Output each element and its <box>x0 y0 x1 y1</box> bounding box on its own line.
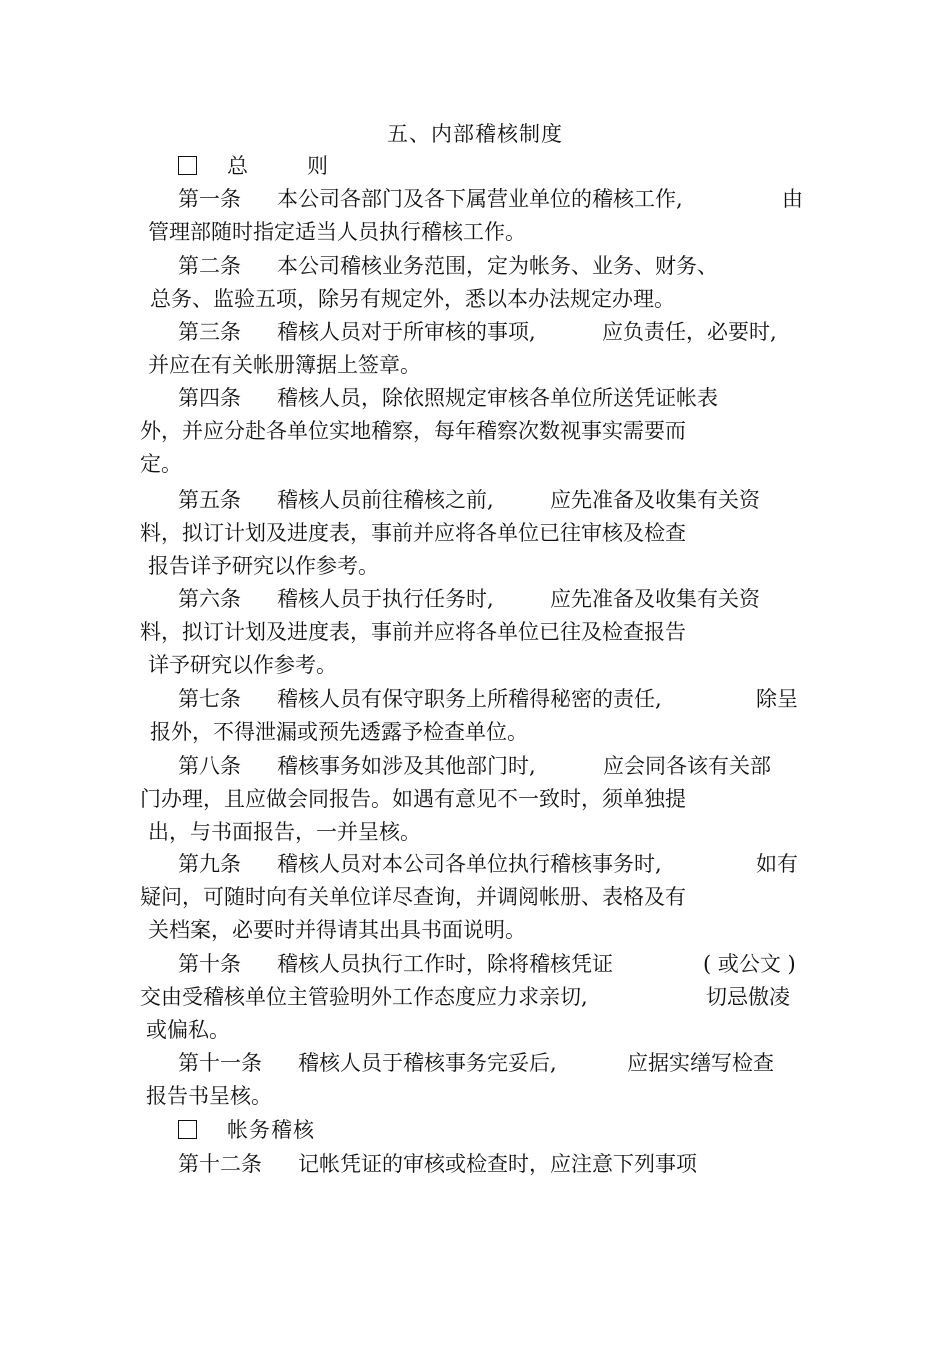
article-11-line-1: 第十一条 稽核人员于稽核事务完妥后, <box>178 1051 557 1075</box>
article-12-line-1: 第十二条 记帐凭证的审核或检查时，应注意下列事项 <box>178 1152 697 1176</box>
article-7-line-1: 第七条 稽核人员有保守职务上所稽得秘密的责任, <box>178 687 662 711</box>
article-9-line-3: 关档案，必要时并得请其出具书面说明。 <box>148 918 526 942</box>
article-6-line-1-tail: 应先准备及收集有关资 <box>550 587 760 611</box>
article-8-line-1-tail: 应会同各该有关部 <box>603 754 771 778</box>
section-heading-general: 总 则 <box>178 150 329 182</box>
article-9-line-2: 疑问，可随时向有关单位详尽查询，并调阅帐册、表格及有 <box>140 885 686 909</box>
article-8-line-2: 门办理，且应做会同报告。如遇有意见不一致时，须单独提 <box>140 787 686 811</box>
article-2-line-1: 第二条 本公司稽核业务范围，定为帐务、业务、财务、 <box>178 254 718 278</box>
article-4-line-2: 外，并应分赴各单位实地稽察，每年稽察次数视事实需要而 <box>140 419 686 443</box>
article-5-line-2: 料，拟订计划及进度表，事前并应将各单位已往审核及检查 <box>140 521 686 545</box>
section-heading-accounts: 帐务稽核 <box>178 1114 315 1146</box>
article-6-line-1: 第六条 稽核人员于执行任务时, <box>178 587 494 611</box>
article-3-line-1: 第三条 稽核人员对于所审核的事项, <box>178 320 536 344</box>
article-7-line-1-tail: 除呈 <box>756 687 798 711</box>
article-7-line-2: 报外，不得泄漏或预先透露予检查单位。 <box>150 720 528 744</box>
article-10-line-2: 交由受稽核单位主管验明外工作态度应力求亲切, <box>140 985 588 1009</box>
article-9-line-1: 第九条 稽核人员对本公司各单位执行稽核事务时, <box>178 852 662 876</box>
article-5-line-1-tail: 应先准备及收集有关资 <box>550 488 760 512</box>
article-8-line-1: 第八条 稽核事务如涉及其他部门时, <box>178 754 536 778</box>
article-4-line-3: 定。 <box>140 452 182 476</box>
article-6-line-2: 料，拟订计划及进度表，事前并应将各单位已往及检查报告 <box>140 620 686 644</box>
article-3-line-2: 并应在有关帐册簿据上签章。 <box>148 353 421 377</box>
article-1-line-1-tail: 由 <box>782 187 803 211</box>
article-2-line-2: 总务、监验五项，除另有规定外，悉以本办法规定办理。 <box>150 287 675 311</box>
article-11-line-1-tail: 应据实缮写检查 <box>627 1051 774 1075</box>
article-10-line-3: 或偏私。 <box>146 1018 230 1042</box>
article-10-line-1-tail: ( 或公文 ) <box>703 952 796 976</box>
article-3-line-1-tail: 应负责任，必要时, <box>602 320 777 344</box>
article-8-line-3: 出，与书面报告，一并呈核。 <box>148 820 421 844</box>
article-1-line-2: 管理部随时指定适当人员执行稽核工作。 <box>148 220 526 244</box>
checkbox-square-icon <box>178 1120 197 1139</box>
article-1-line-1: 第一条 本公司各部门及各下属营业单位的稽核工作, <box>178 187 683 211</box>
article-4-line-1: 第四条 稽核人员，除依照规定审核各单位所送凭证帐表 <box>178 386 718 410</box>
document-title: 五、内部稽核制度 <box>387 122 563 146</box>
article-5-line-3: 报告详予研究以作参考。 <box>148 554 379 578</box>
checkbox-square-icon <box>178 156 197 175</box>
article-10-line-2-tail: 切忌傲凌 <box>706 985 790 1009</box>
article-9-line-1-tail: 如有 <box>756 852 798 876</box>
article-5-line-1: 第五条 稽核人员前往稽核之前, <box>178 488 494 512</box>
article-6-line-3: 详予研究以作参考。 <box>148 653 337 677</box>
article-11-line-2: 报告书呈核。 <box>146 1084 272 1108</box>
article-10-line-1: 第十条 稽核人员执行工作时，除将稽核凭证 <box>178 952 613 976</box>
